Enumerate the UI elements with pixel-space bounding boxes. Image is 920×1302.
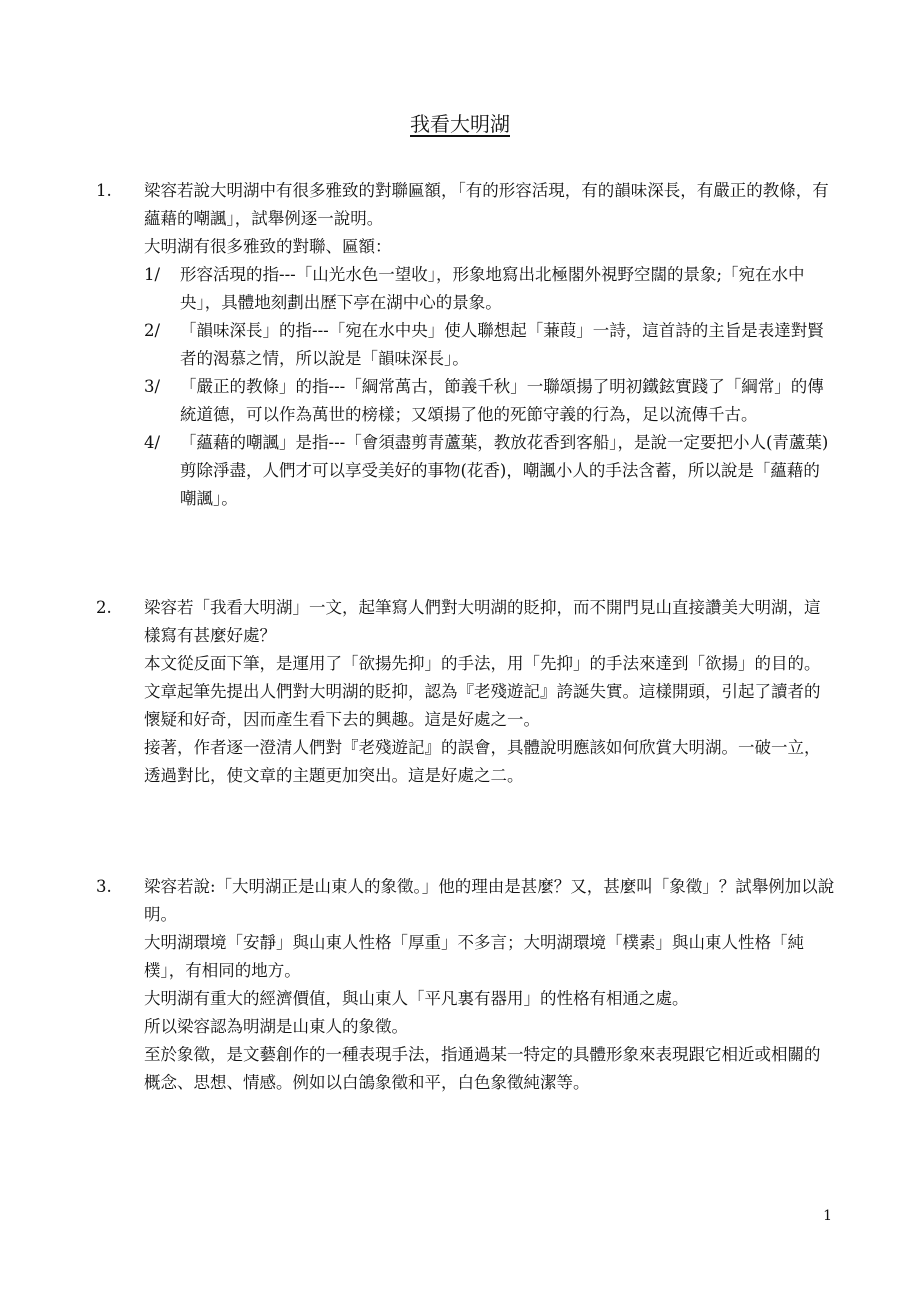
question-1: [96, 177, 836, 513]
answer-item-2-text: 「韻味深長」的指---「宛在水中央」使人聯想起「蒹葭」一詩，這首詩的主旨是表達對賢者的渴慕之情，所以說是「韻味深長」。: [180, 321, 824, 368]
answer-item-1-number: 1/: [144, 265, 161, 284]
answer-item-4-text: 「蘊藉的嘲諷」是指---「會須盡剪青蘆葉，教放花香到客船」，是說一定要把小人(青蘆葉)剪除淨盡，人們才可以享受美好的事物(花香)，嘲諷小人的手法含蓄，所以說是「蘊藉的嘲諷」。: [180, 433, 829, 508]
answer-item-1-text: 形容活現的指---「山光水色一望收」，形象地寫出北極閣外視野空闊的景象;「宛在水中央」，具體地刻劃出歷下亭在湖中心的景象。: [180, 265, 805, 312]
question-3-body: [144, 873, 836, 1097]
document-title: 我看大明湖: [410, 112, 510, 136]
answer-item-3-text: 「嚴正的教條」的指---「綱常萬古，節義千秋」一聯頌揚了明初鐵鉉實踐了「綱常」的傳統道德，可以作為萬世的榜樣；又頌揚了他的死節守義的行為，足以流傳千古。: [180, 377, 824, 424]
question-3: [96, 873, 836, 1097]
answer-item-3: [144, 373, 836, 429]
question-1-text: 梁容若說大明湖中有很多雅致的對聯匾額，「有的形容活現，有的韻味深長，有嚴正的教條，有蘊藉的嘲諷」，試舉例逐一說明。: [144, 181, 829, 228]
question-3-answer-paragraph: 所以梁容認為明湖是山東人的象徵。: [144, 1017, 408, 1036]
answer-item-3-number: 3/: [144, 377, 161, 396]
question-3-answer-paragraph: 至於象徵，是文藝創作的一種表現手法，指通過某一特定的具體形象來表現跟它相近或相關的概念、思想、情感。例如以白鴿象徵和平，白色象徵純潔等。: [144, 1045, 821, 1092]
question-1-answer-list: [144, 261, 836, 513]
question-2-answer-paragraph: 接著，作者逐一澄清人們對『老殘遊記』的誤會，具體說明應該如何欣賞大明湖。一破一立，透過對比，使文章的主題更加突出。這是好處之二。: [144, 738, 821, 785]
question-1-body: [144, 177, 836, 513]
question-3-text: 梁容若說:「大明湖正是山東人的象徵。」他的理由是甚麼？又，甚麼叫「象徵」？試舉例加以說明。: [144, 877, 835, 924]
question-3-number: 3.: [96, 877, 112, 896]
question-1-intro: 大明湖有很多雅致的對聯、匾額：: [144, 237, 392, 256]
question-2: [96, 594, 836, 790]
answer-item-1: [144, 261, 836, 317]
question-2-text: 梁容若「我看大明湖」一文，起筆寫人們對大明湖的貶抑，而不開門見山直接讚美大明湖，這樣寫有甚麼好處？: [144, 598, 821, 645]
question-2-number: 2.: [96, 598, 112, 617]
answer-item-2: [144, 317, 836, 373]
question-2-answer-paragraph: 本文從反面下筆，是運用了「欲揚先抑」的手法，用「先抑」的手法來達到「欲揚」的目的。: [144, 654, 821, 673]
question-3-answer-paragraph: 大明湖環境「安靜」與山東人性格「厚重」不多言；大明湖環境「樸素」與山東人性格「純樸」，有相同的地方。: [144, 933, 804, 980]
question-1-number: 1.: [96, 181, 112, 200]
answer-item-4: [144, 429, 836, 513]
question-2-answer-paragraph: 文章起筆先提出人們對大明湖的貶抑，認為『老殘遊記』誇誕失實。這樣開頭，引起了讀者的懷疑和好奇，因而產生看下去的興趣。這是好處之一。: [144, 682, 821, 729]
answer-item-2-number: 2/: [144, 321, 161, 340]
answer-item-4-number: 4/: [144, 433, 161, 452]
question-2-body: [144, 594, 836, 790]
question-3-answer-paragraph: 大明湖有重大的經濟價值，與山東人「平凡裏有器用」的性格有相通之處。: [144, 989, 689, 1008]
page-number: 1: [823, 1208, 832, 1224]
